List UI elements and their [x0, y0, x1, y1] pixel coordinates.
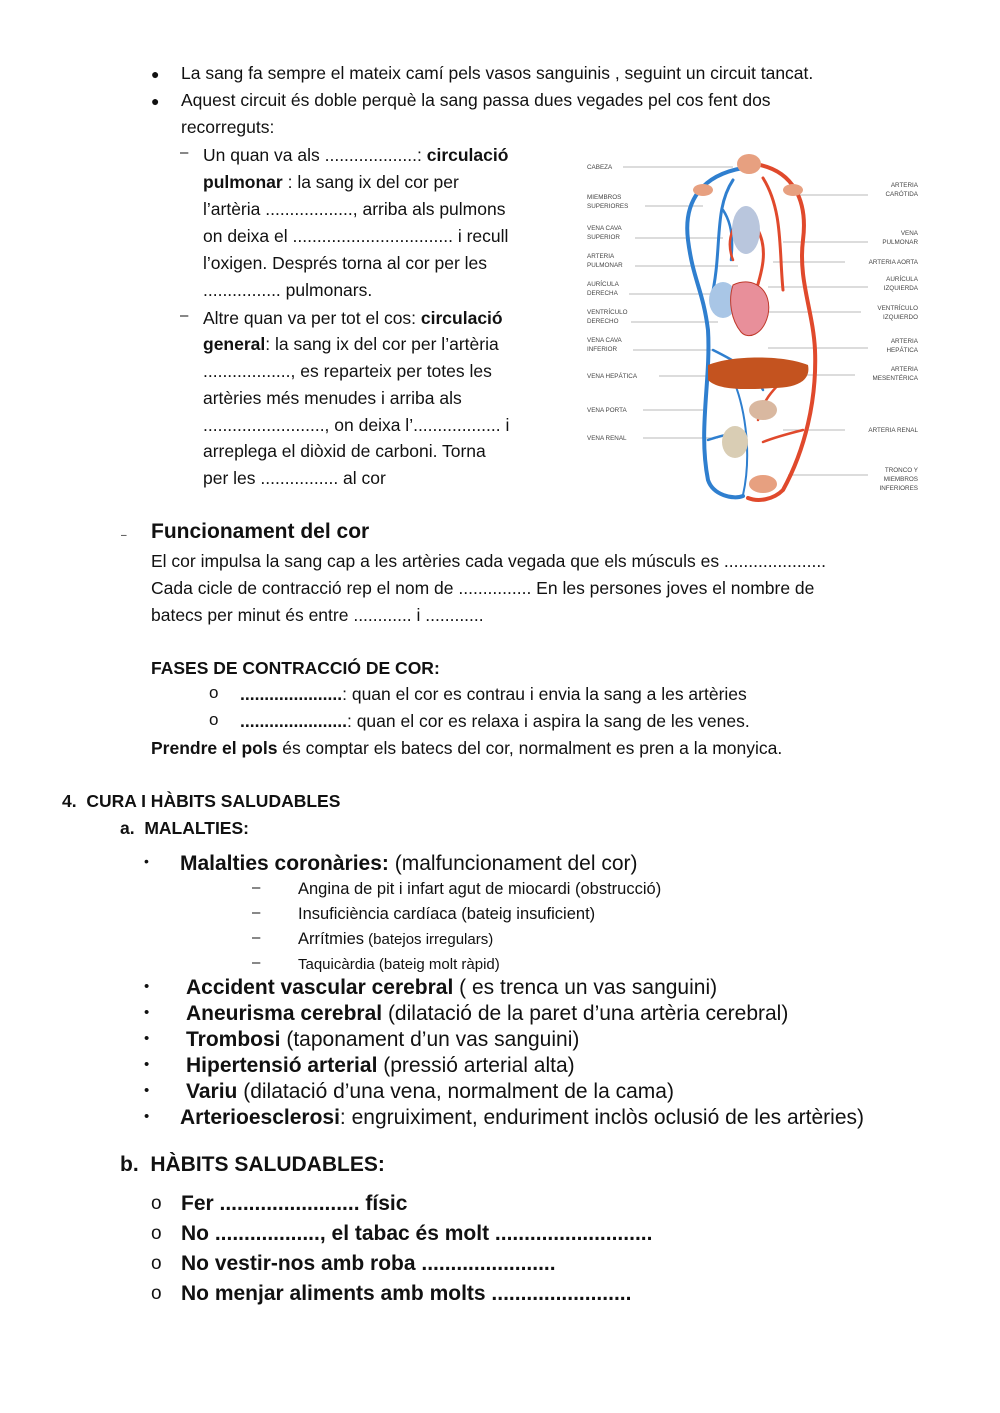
bullet-dot: •: [144, 1108, 150, 1125]
diagram-label: VENA CAVA: [587, 337, 622, 344]
disease-item: Aneurisma cerebral (dilatació de la paret d’una artèria cerebral): [186, 1002, 789, 1025]
circulatory-system-diagram: [583, 150, 925, 506]
bullet-dot: •: [144, 1082, 150, 1099]
general-line-2: general: la sang ix del cor per l’artèria: [203, 334, 499, 354]
diagram-label: IZQUIERDO: [883, 314, 918, 321]
diagram-label: ARTERIA: [890, 366, 918, 373]
bullet-dot: •: [144, 1004, 150, 1021]
diagram-label: PULMONAR: [882, 239, 918, 246]
diagram-label: INFERIORES: [879, 485, 918, 492]
habit-item: No menjar aliments amb molts ........................: [181, 1282, 632, 1305]
circle-bullet: o: [151, 1283, 162, 1304]
dash-marker: –: [252, 879, 261, 896]
coronary-item: Angina de pit i infart agut de miocardi (obstrucció): [298, 880, 662, 898]
habit-item: Fer ........................ físic: [181, 1192, 408, 1215]
coronary-item: Taquicàrdia (bateig molt ràpid): [298, 956, 500, 973]
pulmonary-line-5: l’oxigen. Després torna al cor per les: [203, 253, 488, 273]
diagram-label: INFERIOR: [587, 346, 618, 353]
diagram-label: MESENTÉRICA: [872, 375, 918, 382]
bullet-dot: ●: [151, 66, 160, 82]
phase-2: ......................: quan el cor es relaxa i aspira la sang de les venes.: [240, 711, 750, 731]
habit-item: No .................., el tabac és molt ...........................: [181, 1222, 653, 1245]
diagram-label: VENTRÍCULO: [877, 305, 918, 312]
general-line-3: .................., es reparteix per totes les: [203, 361, 492, 381]
general-line-7: per les ................ al cor: [203, 468, 386, 488]
bullet-dot: •: [144, 853, 149, 869]
diagram-label: TRONCO Y: [884, 467, 918, 474]
intro-bullet-2-line-1: Aquest circuit és doble perquè la sang passa dues vegades pel cos fent dos: [181, 90, 771, 110]
heart-paragraph-line-3: batecs per minut és entre ............ i ............: [151, 605, 484, 625]
pulmonary-line-2: pulmonar : la sang ix del cor per: [203, 172, 459, 192]
general-line-1: Altre quan va per tot el cos: circulació: [203, 308, 503, 328]
circle-bullet: o: [151, 1223, 162, 1244]
intro-bullet-2-line-2: recorreguts:: [181, 117, 275, 137]
diagram-label: ARTERIA RENAL: [868, 427, 918, 434]
diagram-label: PULMONAR: [587, 262, 623, 269]
circle-bullet: o: [151, 1193, 162, 1214]
pulmonary-line-4: on deixa el ................................. i recull: [203, 226, 509, 246]
heart-section-title: Funcionament del cor: [151, 520, 370, 543]
bullet-dot: •: [144, 1030, 150, 1047]
disease-item: Accident vascular cerebral ( es trenca un vas sanguini): [186, 976, 718, 999]
intro-bullet-1: La sang fa sempre el mateix camí pels vasos sanguinis , seguint un circuit tancat.: [181, 63, 814, 83]
coronary-item: Arrítmies (batejos irregulars): [298, 930, 494, 948]
pulmonary-line-3: l’artèria .................., arriba als pulmons: [203, 199, 506, 219]
dash-marker: –: [180, 144, 189, 161]
bullet-dot: •: [144, 978, 150, 995]
dash-marker: –: [180, 307, 189, 324]
coronary-diseases-heading: Malalties coronàries: (malfuncionament del cor): [180, 852, 638, 875]
general-line-5: ........................., on deixa l’.................. i: [203, 415, 510, 435]
diagram-label: ARTERIA: [890, 182, 918, 189]
diagram-label: VENA PORTA: [587, 407, 627, 414]
diagram-label: DERECHO: [587, 318, 619, 325]
diagram-label: VENA CAVA: [587, 225, 622, 232]
dash-marker: –: [121, 530, 127, 541]
diagram-label: AURÍCULA: [587, 281, 619, 288]
diagram-label: AURÍCULA: [886, 276, 918, 283]
diagram-label: ARTERIA: [890, 338, 918, 345]
disease-item: Variu (dilatació d’una vena, normalment de la cama): [186, 1080, 674, 1103]
diagram-label: VENA: [900, 230, 918, 237]
disease-item: Trombosi (taponament d’un vas sanguini): [186, 1028, 580, 1051]
bullet-dot: •: [144, 1056, 150, 1073]
pulse-paragraph: Prendre el pols és comptar els batecs del cor, normalment es pren a la monyica.: [151, 738, 783, 758]
heart-paragraph-line-2: Cada cicle de contracció rep el nom de ............... En les persones joves el nombre de: [151, 578, 815, 598]
section-4-title: 4. CURA I HÀBITS SALUDABLES: [62, 791, 341, 811]
circle-bullet: o: [209, 710, 219, 729]
general-line-4: artèries més menudes i arriba als: [203, 388, 462, 408]
diagram-label: ARTERIA AORTA: [868, 259, 918, 266]
phases-title: FASES DE CONTRACCIÓ DE COR:: [151, 658, 440, 678]
diagram-label: CARÓTIDA: [885, 191, 918, 198]
subsection-b-title: b. HÀBITS SALUDABLES:: [120, 1153, 385, 1176]
habit-item: No vestir-nos amb roba .......................: [181, 1252, 556, 1275]
circle-bullet: o: [151, 1253, 162, 1274]
diagram-label: DERECHA: [587, 290, 618, 297]
diagram-label: MIEMBROS: [587, 194, 622, 201]
dash-marker: –: [252, 929, 261, 946]
diagram-label: VENA HEPÁTICA: [587, 373, 638, 380]
dash-marker: –: [252, 904, 261, 921]
diagram-label: CABEZA: [587, 164, 613, 171]
diagram-label: SUPERIORES: [587, 203, 629, 210]
diagram-label: ARTERIA: [587, 253, 615, 260]
pulmonary-line-6: ................ pulmonars.: [203, 280, 373, 300]
diagram-label: SUPERIOR: [587, 234, 620, 241]
general-line-6: arreplega el diòxid de carboni. Torna: [203, 441, 486, 461]
disease-item: Hipertensió arterial (pressió arterial alta): [186, 1054, 575, 1077]
disease-item: Arterioesclerosi: engruiximent, enduriment inclòs oclusió de les artèries): [180, 1106, 864, 1129]
dash-marker: –: [252, 954, 261, 971]
diagram-label: VENA RENAL: [587, 435, 627, 442]
heart-paragraph-line-1: El cor impulsa la sang cap a les artèries cada vegada que els músculs es .....................: [151, 551, 827, 571]
pulmonary-line-1: Un quan va als ...................: circulació: [203, 145, 509, 165]
diagram-label: MIEMBROS: [883, 476, 918, 483]
diagram-label: VENTRÍCULO: [587, 309, 628, 316]
coronary-item: Insuficiència cardíaca (bateig insuficient): [298, 905, 596, 923]
diagram-label: HEPÁTICA: [886, 347, 918, 354]
subsection-a-title: a. MALALTIES:: [120, 818, 249, 838]
bullet-dot: ●: [151, 93, 160, 109]
diagram-label: IZQUIERDA: [883, 285, 918, 292]
circle-bullet: o: [209, 683, 219, 702]
phase-1: .....................: quan el cor es contrau i envia la sang a les artèries: [240, 684, 747, 704]
